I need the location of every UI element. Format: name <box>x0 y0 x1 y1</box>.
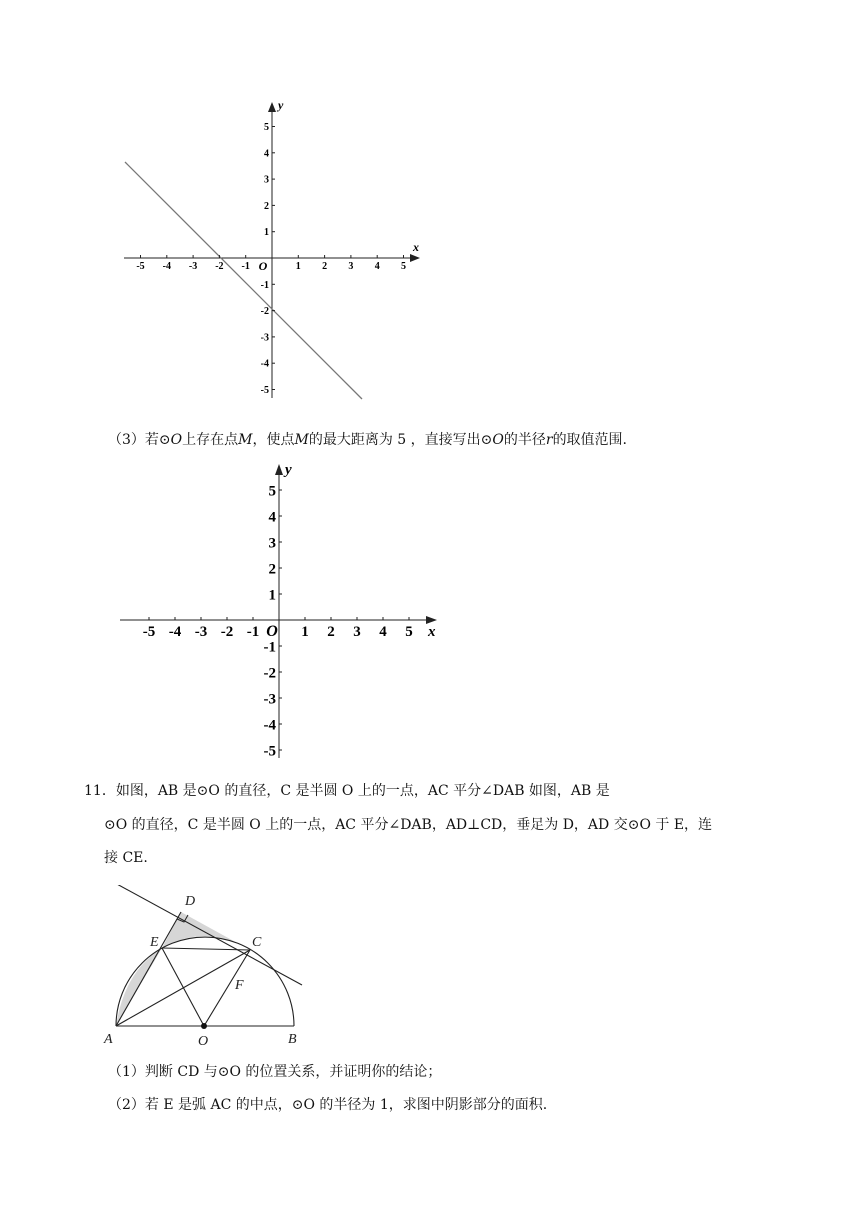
y-axis <box>275 464 283 758</box>
x-tick-label: 5 <box>401 261 406 272</box>
x-tick-label: -2 <box>220 624 234 640</box>
y-tick-label: 4 <box>264 148 269 160</box>
x-tick-label: 1 <box>295 261 301 272</box>
label-a: A <box>104 1032 113 1047</box>
sub-question-2: （2）若 E 是弧 AC 的中点，⊙O 的半径为 1，求图中阴影部分的面积. <box>108 1097 548 1113</box>
q3-num: （3） <box>108 432 145 448</box>
center-point-o <box>201 1023 207 1029</box>
x-tick-label: 3 <box>348 261 354 272</box>
origin-label: O <box>258 259 268 273</box>
x-axis-label: x <box>428 624 436 640</box>
origin-label: O <box>266 623 278 640</box>
label-e: E <box>150 935 159 950</box>
coordinate-graph-1 <box>110 95 440 405</box>
y-tick-label: -3 <box>260 332 269 344</box>
segment-ec-parallel <box>162 948 204 1026</box>
problem-11-line-2: ⊙O 的直径，C 是半圆 O 上的一点，AC 平分∠DAB，AD⊥CD，垂足为 D，AD 交⊙O 于 E，连 <box>104 817 713 833</box>
y-tick-label: 1 <box>264 227 269 239</box>
geometry-figure <box>100 885 315 1050</box>
x-tick-label: 2 <box>327 624 335 640</box>
x-tick-label: -5 <box>136 261 145 272</box>
y-tick-label: 1 <box>268 587 276 604</box>
x-tick-label: 3 <box>353 624 361 640</box>
x-tick-label: 5 <box>405 624 413 640</box>
y-tick-label: -5 <box>263 743 276 760</box>
graph-line <box>125 162 362 399</box>
y-axis-label: y <box>285 462 292 478</box>
shaded-region-dec <box>162 912 250 950</box>
x-tick-label: 2 <box>322 261 328 272</box>
y-tick-label: -1 <box>260 279 269 291</box>
y-tick-label: -2 <box>263 665 276 682</box>
label-b: B <box>288 1032 297 1047</box>
segment-ad <box>116 912 181 1026</box>
x-tick-label: -2 <box>215 261 224 272</box>
y-tick-label: 5 <box>264 122 269 133</box>
problem-11-line-3: 接 CE. <box>104 850 148 866</box>
x-tick-label: -4 <box>168 624 182 640</box>
x-tick-label: 1 <box>301 624 309 640</box>
y-tick-label: 5 <box>268 483 276 500</box>
coordinate-graph-2 <box>115 458 450 763</box>
semicircle-arc <box>116 937 294 1026</box>
y-tick-label: 4 <box>268 509 276 526</box>
x-tick-label: -5 <box>142 624 156 640</box>
y-tick-label: -4 <box>263 717 276 734</box>
sub-question-1: （1）判断 CD 与⊙O 的位置关系，并证明你的结论； <box>108 1064 442 1080</box>
label-d: D <box>185 894 196 909</box>
x-tick-label: -1 <box>241 261 250 272</box>
y-tick-label: -1 <box>263 639 276 656</box>
y-axis <box>268 102 276 398</box>
y-tick-label: -3 <box>263 691 276 708</box>
x-tick-label: -4 <box>162 261 171 272</box>
label-c: C <box>252 935 262 950</box>
x-tick-label: -3 <box>188 261 198 272</box>
y-tick-label: 3 <box>264 174 269 186</box>
label-o: O <box>198 1034 209 1049</box>
y-tick-label: 2 <box>264 200 269 212</box>
y-tick-label: -4 <box>260 358 269 370</box>
x-tick-label: 4 <box>374 261 380 272</box>
x-axis-label: x <box>413 240 419 254</box>
problem-11-line-1: 11．如图，AB 是⊙O 的直径，C 是半圆 O 上的一点，AC 平分∠DAB 如图，AB 是 <box>84 783 610 799</box>
y-axis-label: y <box>278 98 284 112</box>
label-f: F <box>235 978 244 993</box>
x-tick-label: -3 <box>194 624 208 640</box>
x-tick-label: -1 <box>246 624 260 640</box>
y-tick-label: -2 <box>260 306 269 318</box>
question-3: （3）若⊙O上存在点M，使点M的最大距离为 5 ，直接写出⊙O的半径r的取值范围. <box>108 432 628 448</box>
y-tick-label: -5 <box>260 385 269 396</box>
x-tick-label: 4 <box>379 624 387 640</box>
y-tick-label: 2 <box>268 561 276 578</box>
y-tick-label: 3 <box>268 535 276 552</box>
